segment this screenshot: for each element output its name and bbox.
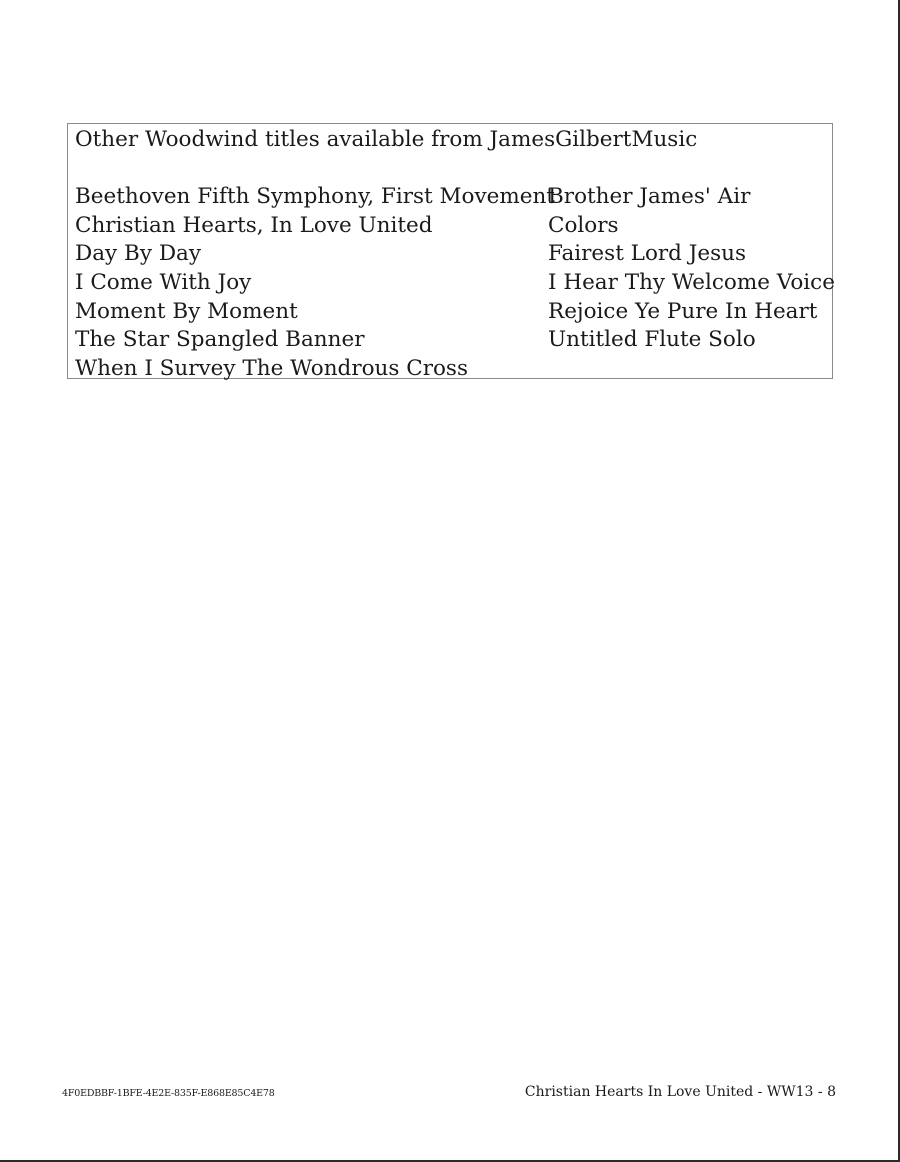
footer-id-code: 4F0EDBBF-1BFE-4E2E-835F-E868E85C4E78: [62, 1088, 275, 1099]
title-item: Brother James' Air: [548, 184, 751, 210]
title-item: The Star Spangled Banner: [75, 327, 365, 353]
title-item: Rejoice Ye Pure In Heart: [548, 298, 818, 324]
titles-right-column: [548, 183, 835, 355]
footer-page-label: Christian Hearts In Love United - WW13 - 8: [524, 1084, 836, 1100]
title-item: Christian Hearts, In Love United: [75, 212, 433, 238]
title-item: Colors: [548, 212, 619, 238]
title-item: Untitled Flute Solo: [548, 327, 756, 353]
titles-left-column: [75, 183, 555, 383]
title-item: When I Survey The Wondrous Cross: [75, 355, 468, 381]
box-heading: Other Woodwind titles available from JamesGilbertMusic: [75, 127, 698, 152]
title-item: Beethoven Fifth Symphony, First Movement: [75, 184, 555, 210]
title-item: I Come With Joy: [75, 269, 252, 295]
title-item: Moment By Moment: [75, 298, 298, 324]
title-item: Fairest Lord Jesus: [548, 241, 747, 267]
title-item: I Hear Thy Welcome Voice: [548, 269, 835, 295]
box-spacer: [75, 155, 832, 184]
title-item: Day By Day: [75, 241, 202, 267]
other-titles-box: [67, 123, 833, 379]
